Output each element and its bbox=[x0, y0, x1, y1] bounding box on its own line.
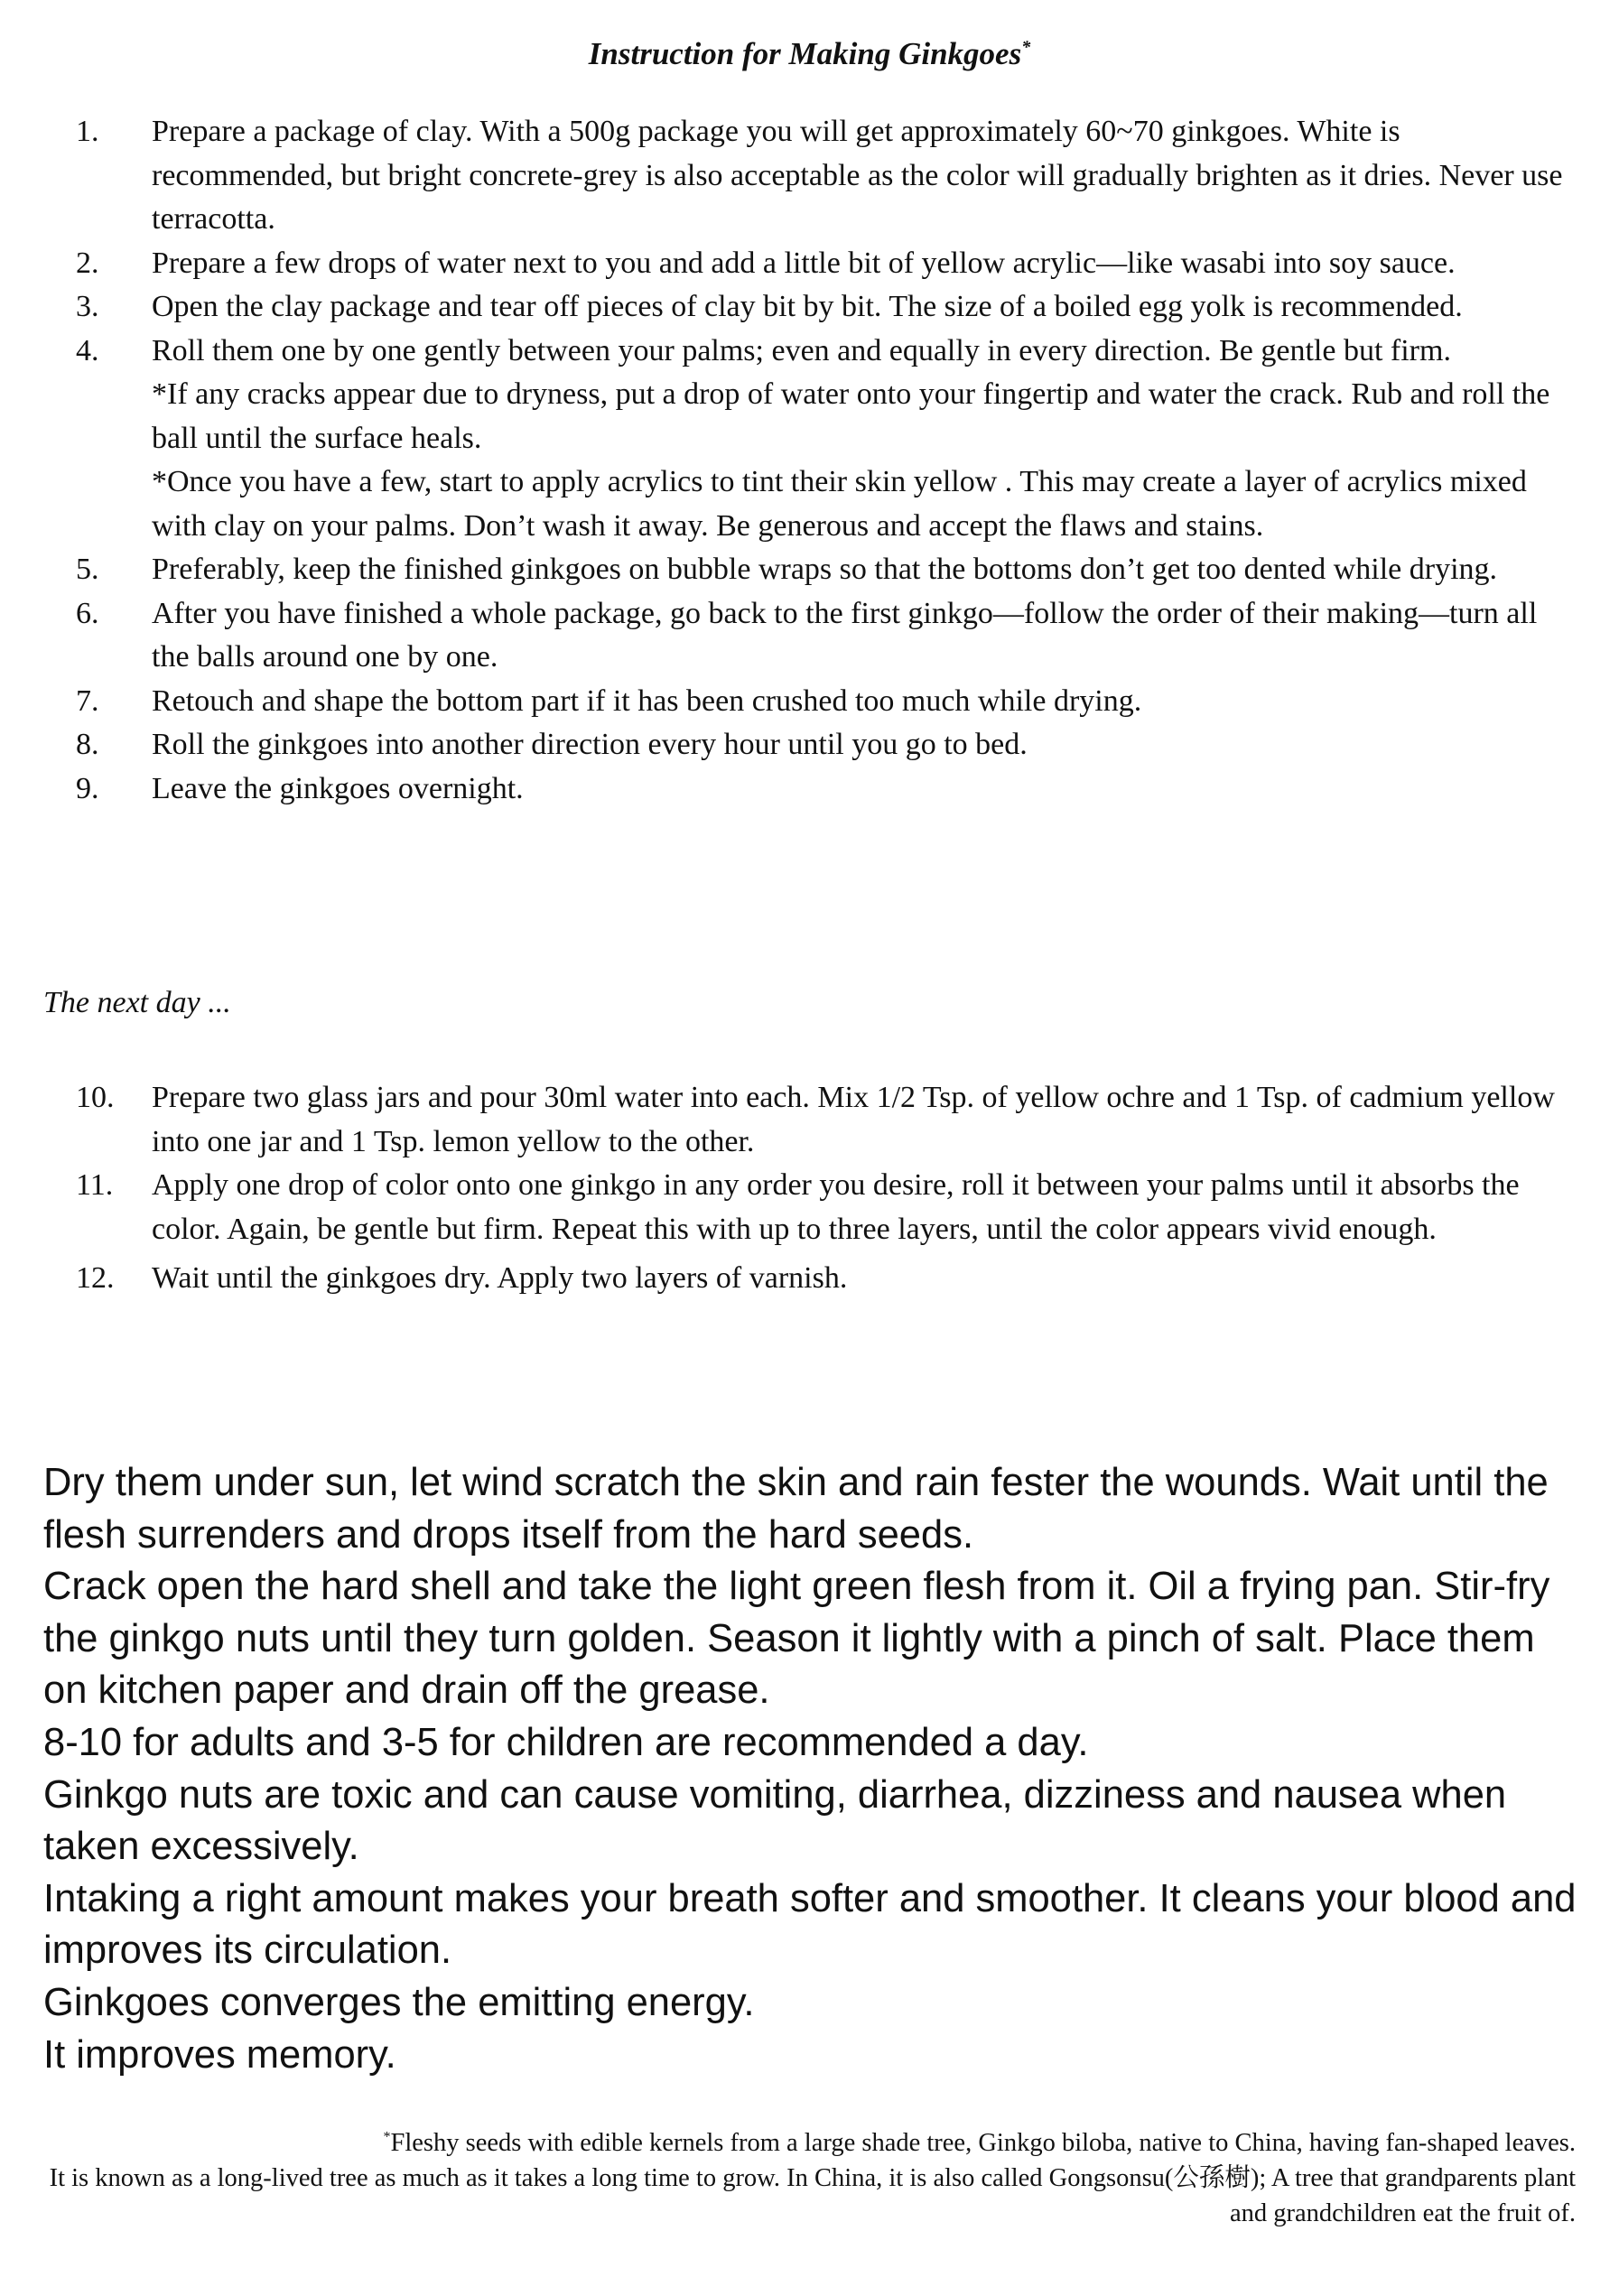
next-day-steps bbox=[0, 1076, 1619, 1301]
step-note-cracks: *If any cracks appear due to dryness, put a drop of water onto your fingertip and water the crack. Rub and roll the ball until the surface heals. bbox=[152, 377, 1550, 455]
step-text: Roll the ginkgoes into another direction every hour until you go to bed. bbox=[152, 728, 1028, 761]
poem-line: Dry them under sun, let wind scratch the skin and rain fester the wounds. Wait until the flesh surrenders and drops itself from the hard seeds. bbox=[43, 1461, 1549, 1557]
step-text: Wait until the ginkgoes dry. Apply two layers of varnish. bbox=[152, 1261, 848, 1295]
step-text: Roll them one by one gently between your palms; even and equally in every direction. Be gentle but firm. bbox=[152, 333, 1451, 367]
poem-block bbox=[43, 1457, 1587, 2081]
step-text: Prepare a few drops of water next to you and add a little bit of yellow acrylic—like wasabi into soy sauce. bbox=[152, 246, 1456, 280]
step-text: Open the clay package and tear off pieces of clay bit by bit. The size of a boiled egg yolk is recommended. bbox=[152, 290, 1463, 323]
step-number: 12. bbox=[76, 1261, 115, 1295]
footnote-text-1: Fleshy seeds with edible kernels from a large shade tree, Ginkgo biloba, native to China, having fan-shaped leaves. bbox=[390, 2129, 1576, 2157]
title-footnote-marker: * bbox=[1021, 37, 1031, 58]
step-number: 9. bbox=[76, 771, 99, 805]
poem-line: Ginkgo nuts are toxic and can cause vomiting, diarrhea, dizziness and nausea when taken excessively. bbox=[43, 1772, 1507, 1869]
step-number: 7. bbox=[76, 683, 99, 718]
step-number: 1. bbox=[76, 115, 99, 148]
poem-line: 8-10 for adults and 3-5 for children are recommended a day. bbox=[43, 1720, 1089, 1764]
step-text: Leave the ginkgoes overnight. bbox=[152, 771, 524, 805]
step-text: Retouch and shape the bottom part if it has been crushed too much while drying. bbox=[152, 683, 1142, 718]
step-item bbox=[0, 330, 1619, 549]
document-title bbox=[0, 36, 1619, 72]
footnote-marker: * bbox=[383, 2129, 391, 2145]
step-note-acrylics: *Once you have a few, start to apply acrylics to tint their skin yellow . This may create a layer of acrylics mixed with clay on your palms. Don’t wash it away. Be generous and accept the flaws and stains. bbox=[152, 465, 1527, 543]
step-number: 5. bbox=[76, 553, 99, 586]
step-item bbox=[0, 680, 1619, 724]
step-item bbox=[0, 1257, 1619, 1301]
step-text: After you have finished a whole package, go back to the first ginkgo—follow the order of their making—turn all the balls around one by one. bbox=[152, 596, 1538, 674]
step-item bbox=[0, 767, 1619, 812]
step-text: Preferably, keep the finished ginkgoes on bubble wraps so that the bottoms don’t get too dented while drying. bbox=[152, 553, 1498, 586]
step-number: 3. bbox=[76, 290, 99, 323]
step-item bbox=[0, 1164, 1619, 1251]
footnote-line-1 bbox=[23, 2125, 1576, 2161]
step-item bbox=[0, 242, 1619, 286]
step-number: 4. bbox=[76, 333, 99, 367]
poem-line: Crack open the hard shell and take the light green flesh from it. Oil a frying pan. Stir-fry the ginkgo nuts until they turn golden. Season it lightly with a pinch of salt. Place them on kitchen paper and drain off the grease. bbox=[43, 1565, 1550, 1713]
step-item bbox=[0, 592, 1619, 680]
next-day-heading: The next day ... bbox=[43, 986, 231, 1019]
poem-line: It improves memory. bbox=[43, 2032, 396, 2077]
footnote-line-2: It is known as a long-lived tree as much as it takes a long time to grow. In China, it is also called Gongsonsu(公孫樹); A tree that grandparents plant and grandchildren eat the fruit of. bbox=[49, 2164, 1576, 2227]
poem-line: Intaking a right amount makes your breath softer and smoother. It cleans your blood and improves its circulation. bbox=[43, 1876, 1577, 1973]
title-text: Instruction for Making Ginkgoes bbox=[588, 36, 1022, 71]
step-number: 11. bbox=[76, 1168, 114, 1202]
step-text: Prepare a package of clay. With a 500g package you will get approximately 60~70 ginkgoes. White is recommended, but bright concrete-grey is also acceptable as the color will gradually brighten as it dries. Never use terracotta. bbox=[152, 115, 1563, 236]
step-item bbox=[0, 285, 1619, 330]
step-item bbox=[0, 723, 1619, 767]
step-number: 2. bbox=[76, 246, 99, 280]
step-item bbox=[0, 1076, 1619, 1164]
footnote bbox=[23, 2125, 1576, 2231]
step-number: 8. bbox=[76, 728, 99, 761]
step-text: Prepare two glass jars and pour 30ml water into each. Mix 1/2 Tsp. of yellow ochre and 1 Tsp. of cadmium yellow into one jar and 1 Tsp. lemon yellow to the other. bbox=[152, 1081, 1555, 1158]
poem-line: Ginkgoes converges the emitting energy. bbox=[43, 1980, 755, 2024]
step-number: 6. bbox=[76, 596, 99, 630]
step-item bbox=[0, 548, 1619, 592]
instruction-steps bbox=[0, 110, 1619, 811]
step-text: Apply one drop of color onto one ginkgo in any order you desire, roll it between your palms until it absorbs the color. Again, be gentle but firm. Repeat this with up to three layers, until the color appears vivid enough. bbox=[152, 1168, 1520, 1246]
step-item bbox=[0, 110, 1619, 242]
step-number: 10. bbox=[76, 1081, 115, 1114]
